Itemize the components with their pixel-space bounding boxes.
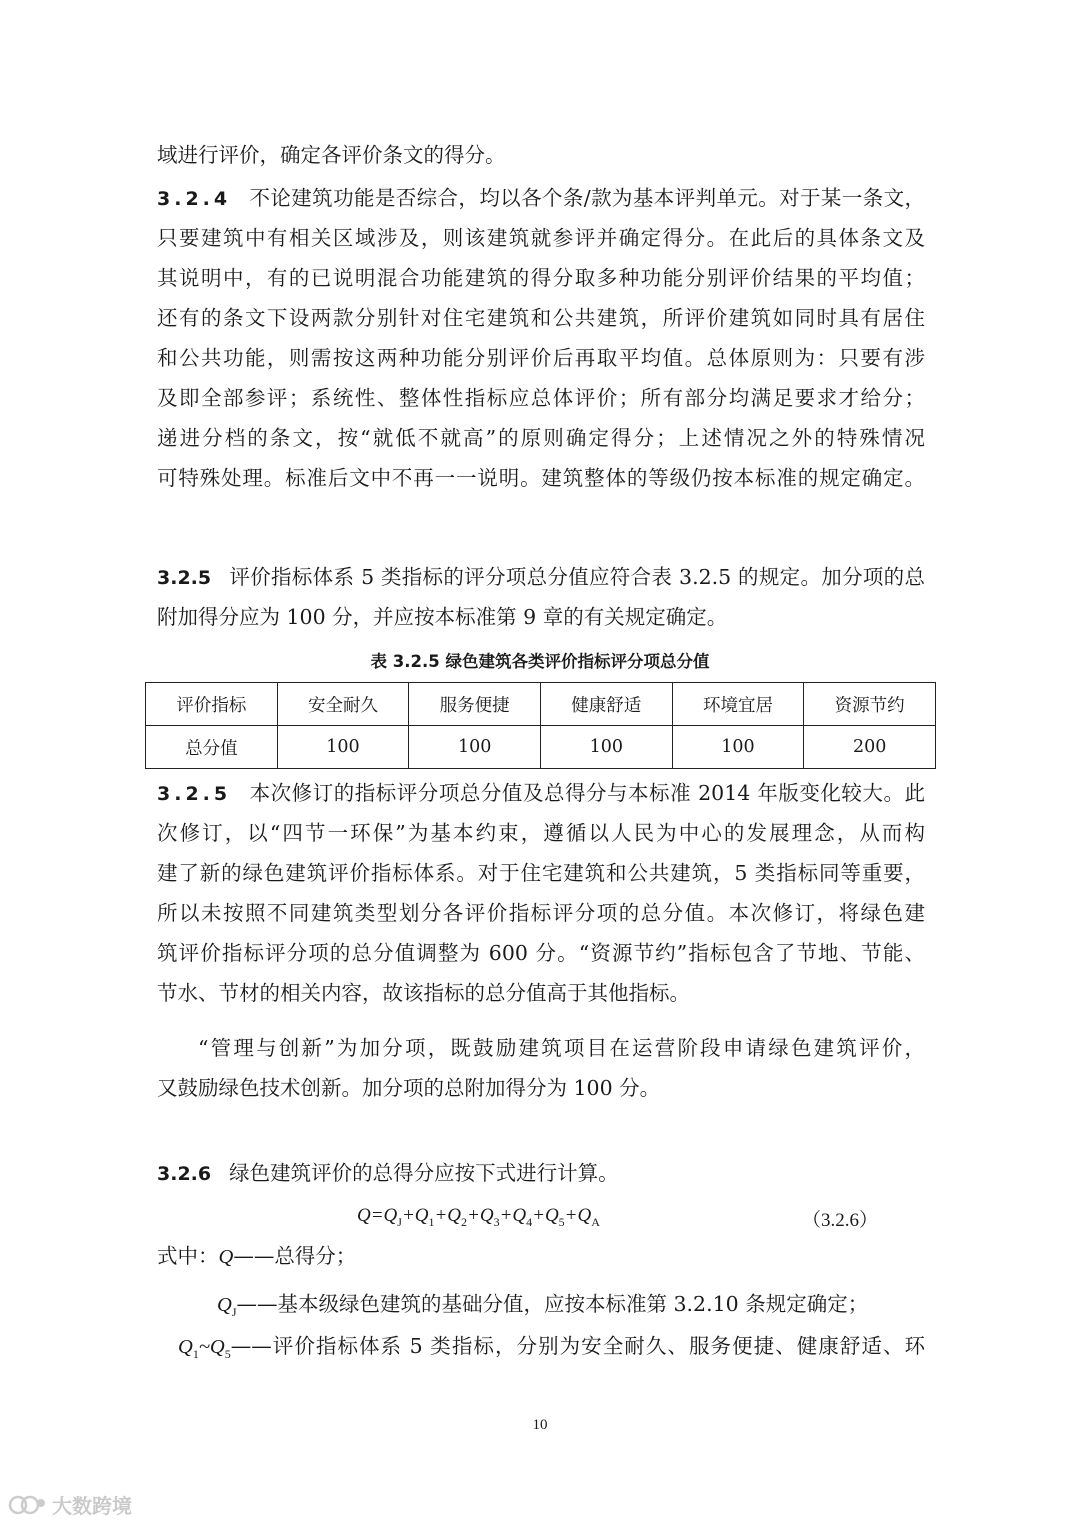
text-line: 次修订，以“四节一环保”为基本约束，遵循以人民为中心的发展理念，从而构 <box>157 821 925 845</box>
clause-3-2-5-note-line <box>157 778 925 809</box>
table-cell: 100 <box>672 726 804 769</box>
clause-3-2-4-line <box>157 183 925 214</box>
table-cell: 安全耐久 <box>277 683 409 726</box>
table-row <box>146 726 936 769</box>
equation-number: （3.2.6） <box>802 1210 879 1231</box>
table-cell: 服务便捷 <box>409 683 541 726</box>
text-span: 式中： <box>157 1244 219 1268</box>
table-cell: 资源节约 <box>804 683 936 726</box>
table-caption: 表 3.2.5 绿色建筑各类评价指标评分项总分值 <box>370 652 710 671</box>
clause-3-2-5-line <box>157 562 925 593</box>
clause-number: 3.2.4 <box>157 188 232 210</box>
text-line: 所以未按照不同建筑类型划分各评价指标评分项的总分值。本次修订，将绿色建 <box>157 901 925 925</box>
table-cell: 环境宜居 <box>672 683 804 726</box>
text-line: 筑评价指标评分项的总分值调整为 600 分。“资源节约”指标包含了节地、节能、 <box>157 941 925 965</box>
text-line: 递进分档的条文，按“就低不就高”的原则确定得分；上述情况之外的特殊情况 <box>157 426 925 450</box>
symbol: $Q_1\sim Q_5$ <box>178 1336 231 1362</box>
text-line: 建了新的绿色建筑评价指标体系。对于住宅建筑和公共建筑，5 类指标同等重要， <box>157 861 925 885</box>
text-line: 又鼓励绿色技术创新。加分项的总附加得分为 100 分。 <box>157 1076 661 1100</box>
where-line <box>157 1241 925 1272</box>
text-line: 附加得分应为 100 分，并应按本标准第 9 章的有关规定确定。 <box>157 605 728 629</box>
table-cell: 100 <box>409 726 541 769</box>
table-cell: 200 <box>804 726 936 769</box>
text-line: 节水、节材的相关内容，故该指标的总分值高于其他指标。 <box>157 981 690 1005</box>
text-line: 可特殊处理。标准后文中不再一一说明。建筑整体的等级仍按本标准的规定确定。 <box>157 466 925 490</box>
clause-number: 3.2.5 <box>157 567 212 589</box>
score-table <box>145 682 936 769</box>
watermark-text: 大数跨境 <box>52 1494 132 1518</box>
text-line: 及即全部参评；系统性、整体性指标应总体评价；所有部分均满足要求才给分； <box>157 386 925 410</box>
table-cell: 100 <box>277 726 409 769</box>
text-span: 本次修订的指标评分项总分值及总得分与本标准 2014 年版变化较大。此 <box>249 781 925 805</box>
clause-3-2-6-line <box>157 1158 925 1189</box>
table-cell: 总分值 <box>146 726 278 769</box>
clause-number: 3.2.6 <box>157 1163 212 1185</box>
text-line: 其说明中，有的已说明混合功能建筑的得分取多种功能分别评价结果的平均值； <box>157 266 925 290</box>
text-span: 评价指标体系 5 类指标的评分项总分值应符合表 3.2.5 的规定。加分项的总 <box>229 565 925 589</box>
watermark <box>8 1490 132 1519</box>
page-number: 10 <box>532 1417 548 1433</box>
symbol: $Q_J$ <box>217 1294 237 1320</box>
text-line: 域进行评价，确定各评价条文的得分。 <box>157 143 506 167</box>
text-line: 只要建筑中有相关区域涉及，则该建筑就参评并确定得分。在此后的具体条文及 <box>157 226 925 250</box>
table-cell: 评价指标 <box>146 683 278 726</box>
symbol: Q <box>218 1246 234 1268</box>
text-line: “管理与创新”为加分项，既鼓励建筑项目在运营阶段申请绿色建筑评价， <box>198 1036 925 1060</box>
text-span: ——基本级绿色建筑的基础分值，应按本标准第 3.2.10 条规定确定； <box>236 1292 869 1316</box>
where-line <box>178 1331 925 1369</box>
table-cell: 100 <box>540 726 672 769</box>
text-span: ——评价指标体系 5 类指标，分别为安全耐久、服务便捷、健康舒适、环 <box>230 1334 925 1358</box>
formula: $Q=Q_J+Q_1+Q_2+Q_3+Q_4+Q_5+Q_A$ <box>357 1205 600 1229</box>
text-span: ——总得分； <box>233 1244 357 1268</box>
text-span: 绿色建筑评价的总得分应按下式进行计算。 <box>229 1161 619 1185</box>
watermark-logo-icon <box>8 1493 48 1517</box>
text-line: 还有的条文下设两款分别针对住宅建筑和公共建筑，所评价建筑如同时具有居住 <box>157 306 925 330</box>
text-line: 和公共功能，则需按这两种功能分别评价后再取平均值。总体原则为：只要有涉 <box>157 346 925 370</box>
text-span: 不论建筑功能是否综合，均以各个条/款为基本评判单元。对于某一条文， <box>249 186 925 210</box>
clause-number: 3.2.5 <box>157 783 232 805</box>
table-header-row <box>146 683 936 726</box>
where-line <box>217 1289 925 1327</box>
table-cell: 健康舒适 <box>540 683 672 726</box>
